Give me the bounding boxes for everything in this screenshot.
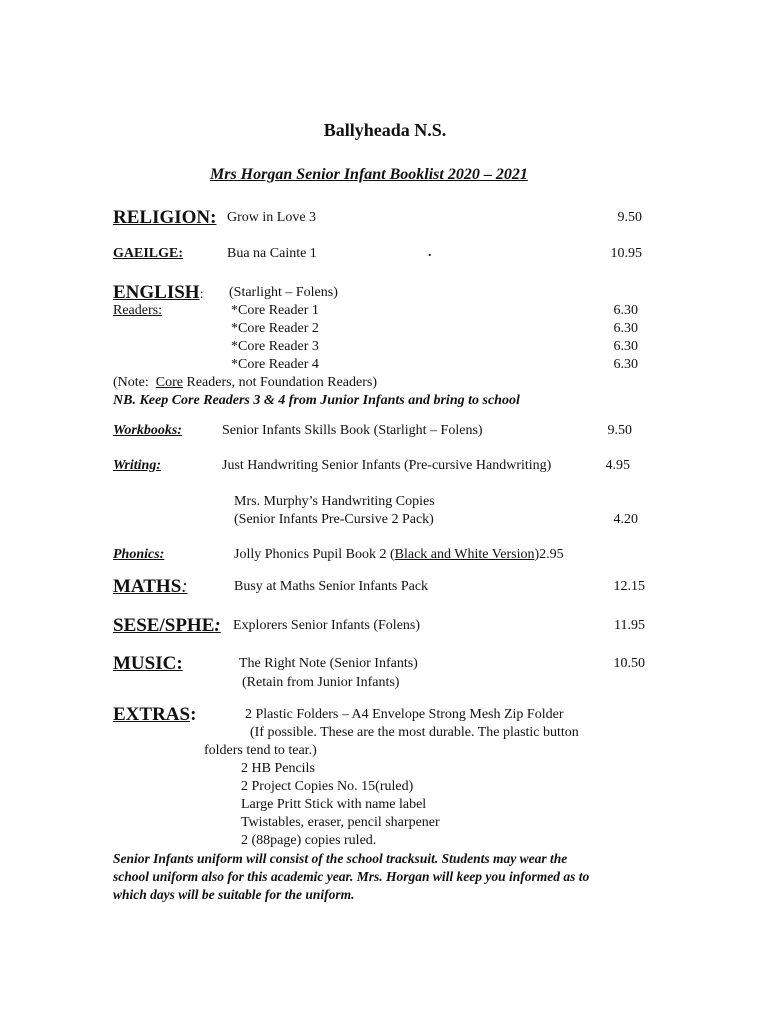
uniform-note-line: Senior Infants uniform will consist of the school tracksuit. Students may wear the bbox=[113, 851, 568, 866]
maths-label: MATHS bbox=[113, 576, 182, 597]
reader-price: 6.30 bbox=[613, 303, 638, 318]
workbooks-item: Senior Infants Skills Book (Starlight – Folens) bbox=[222, 423, 483, 438]
school-name: Ballyheada N.S. bbox=[323, 120, 447, 140]
extras-item: 2 HB Pencils bbox=[241, 761, 315, 776]
extras-item: 2 Project Copies No. 15(ruled) bbox=[241, 779, 414, 794]
english-publisher: (Starlight – Folens) bbox=[229, 285, 338, 300]
phonics-item-end: )2.95 bbox=[534, 547, 564, 562]
writing-item: Just Handwriting Senior Infants (Pre-cursive Handwriting) bbox=[222, 458, 552, 473]
extras-line1: 2 Plastic Folders – A4 Envelope Strong Mesh Zip Folder bbox=[245, 707, 564, 722]
religion-item: Grow in Love 3 bbox=[227, 210, 317, 225]
sese-price: 11.95 bbox=[614, 618, 645, 633]
music-label: MUSIC: bbox=[113, 653, 183, 674]
extras-item: Twistables, eraser, pencil sharpener bbox=[241, 815, 440, 830]
maths-price: 12.15 bbox=[613, 579, 645, 594]
english-note bbox=[113, 375, 377, 391]
readers-label: Readers: bbox=[113, 303, 162, 318]
reader-price: 6.30 bbox=[613, 357, 638, 372]
copies-line1: Mrs. Murphy’s Handwriting Copies bbox=[234, 494, 435, 509]
maths-item: Busy at Maths Senior Infants Pack bbox=[234, 579, 429, 594]
reader-item: *Core Reader 4 bbox=[231, 357, 319, 372]
religion-label: RELIGION: bbox=[113, 207, 217, 228]
reader-item: *Core Reader 3 bbox=[231, 339, 319, 354]
sese-heading bbox=[113, 615, 221, 637]
writing-label: Writing: bbox=[113, 458, 161, 473]
phonics-item-start: Jolly Phonics Pupil Book 2 ( bbox=[234, 547, 395, 562]
english-nb: NB. Keep Core Readers 3 & 4 from Junior Infants and bring to school bbox=[113, 393, 520, 408]
phonics-item-underlined: Black and White Version bbox=[394, 547, 535, 562]
note-start: (Note: bbox=[113, 375, 156, 390]
workbooks-label: Workbooks: bbox=[113, 423, 182, 438]
phonics-item bbox=[234, 547, 564, 563]
uniform-note-line: school uniform also for this academic year. Mrs. Horgan will keep you informed as to bbox=[113, 869, 590, 884]
reader-item: *Core Reader 1 bbox=[231, 303, 319, 318]
english-label: ENGLISH bbox=[113, 282, 200, 303]
religion-price: 9.50 bbox=[617, 210, 642, 225]
reader-price: 6.30 bbox=[613, 321, 638, 336]
gaeilge-label: GAEILGE: bbox=[113, 246, 184, 261]
booklist-title: Mrs Horgan Senior Infant Booklist 2020 – 2021 bbox=[210, 166, 528, 183]
maths-colon: : bbox=[181, 576, 188, 597]
workbooks-price: 9.50 bbox=[607, 423, 632, 438]
writing-price: 4.95 bbox=[605, 458, 630, 473]
reader-item: *Core Reader 2 bbox=[231, 321, 319, 336]
extras-label: EXTRAS bbox=[113, 704, 191, 725]
extras-colon: : bbox=[190, 704, 197, 725]
copies-price: 4.20 bbox=[613, 512, 638, 527]
sese-item: Explorers Senior Infants (Folens) bbox=[233, 618, 421, 633]
english-colon: : bbox=[199, 287, 204, 302]
extras-line3: folders tend to tear.) bbox=[204, 743, 317, 758]
extras-item: Large Pritt Stick with name label bbox=[241, 797, 427, 812]
gaeilge-price: 10.95 bbox=[610, 246, 642, 261]
music-item2: (Retain from Junior Infants) bbox=[242, 675, 400, 690]
note-end: Readers, not Foundation Readers) bbox=[182, 375, 377, 390]
reader-price: 6.30 bbox=[613, 339, 638, 354]
music-price: 10.50 bbox=[613, 656, 645, 671]
uniform-note-line: which days will be suitable for the uniform. bbox=[113, 887, 355, 902]
gaeilge-item: Bua na Cainte 1 bbox=[227, 246, 317, 261]
music-item: The Right Note (Senior Infants) bbox=[239, 656, 418, 671]
extras-item: 2 (88page) copies ruled. bbox=[241, 833, 377, 848]
copies-line2: (Senior Infants Pre-Cursive 2 Pack) bbox=[234, 512, 434, 527]
sese-label: SESE/SPHE bbox=[113, 615, 215, 636]
extras-line2: (If possible. These are the most durable. The plastic button bbox=[250, 725, 579, 740]
extras-heading bbox=[113, 704, 196, 726]
phonics-label: Phonics: bbox=[113, 547, 165, 562]
sese-colon: : bbox=[214, 615, 221, 636]
gaeilge-dot: . bbox=[428, 245, 432, 260]
maths-heading bbox=[113, 576, 188, 598]
note-core: Core bbox=[155, 375, 183, 390]
english-heading bbox=[113, 282, 203, 304]
